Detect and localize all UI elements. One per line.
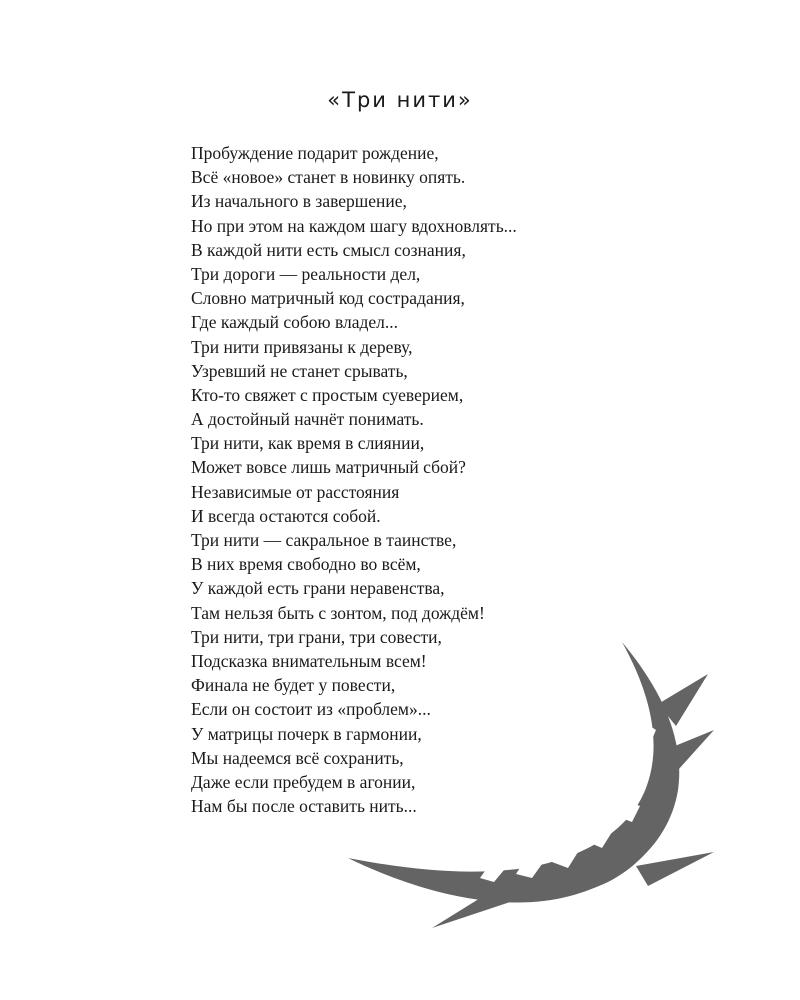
poem-line: Пробуждение подарит рождение, [191,143,439,163]
poem-line: Может вовсе лишь матричный сбой? [191,457,466,478]
poem-line: Там нельзя быть с зонтом, под дождём! [191,602,485,623]
poem-line: Кто-то свяжет с простым суеверием, [191,384,464,405]
poem-line: Три нити привязаны к дереву, [191,336,413,357]
poem-line: Словно матричный код сострадания, [191,288,465,309]
poem-line: В каждой нити есть смысл сознания, [191,239,466,260]
poem-line: А достойный начнёт понимать. [191,409,424,430]
poem-line: Даже если пребудем в агонии, [191,771,416,792]
poem-line: Из начального в завершение, [191,191,407,212]
poem-line: Три дороги — реальности дел, [191,263,421,284]
poem-line: Узревший не станет срывать, [191,360,408,381]
poem-line: В них время свободно во всём, [191,554,421,575]
poem-line: Подсказка внимательным всем! [191,650,427,671]
poem-line: У каждой есть грани неравенства, [191,578,445,599]
poem-line: Если он состоит из «проблем»... [191,699,431,720]
poem-line: Независимые от расстояния [191,481,400,502]
tribal-crescent-ornament [340,630,720,930]
poem-line: И всегда остаются собой. [191,505,381,526]
poem-line: Финала не будет у повести, [191,675,396,696]
poem-line: Три нити — сакральное в таинстве, [191,530,457,550]
poem-line: Три нити, как время в слиянии, [191,433,425,454]
poem-line: Где каждый собою владел... [191,312,399,333]
poem-line: Но при этом на каждом шагу вдохновлять... [191,215,517,236]
poem-line: Три нити, три грани, три совести, [191,626,442,647]
poem-line: Нам бы после оставить нить... [191,796,417,817]
poem-title: «Три нити» [327,88,473,112]
poem-line: У матрицы почерк в гармонии, [191,723,422,744]
poem-line: Всё «новое» станет в новинку опять. [191,167,466,188]
poem-line: Мы надеемся всё сохранить, [191,747,404,768]
